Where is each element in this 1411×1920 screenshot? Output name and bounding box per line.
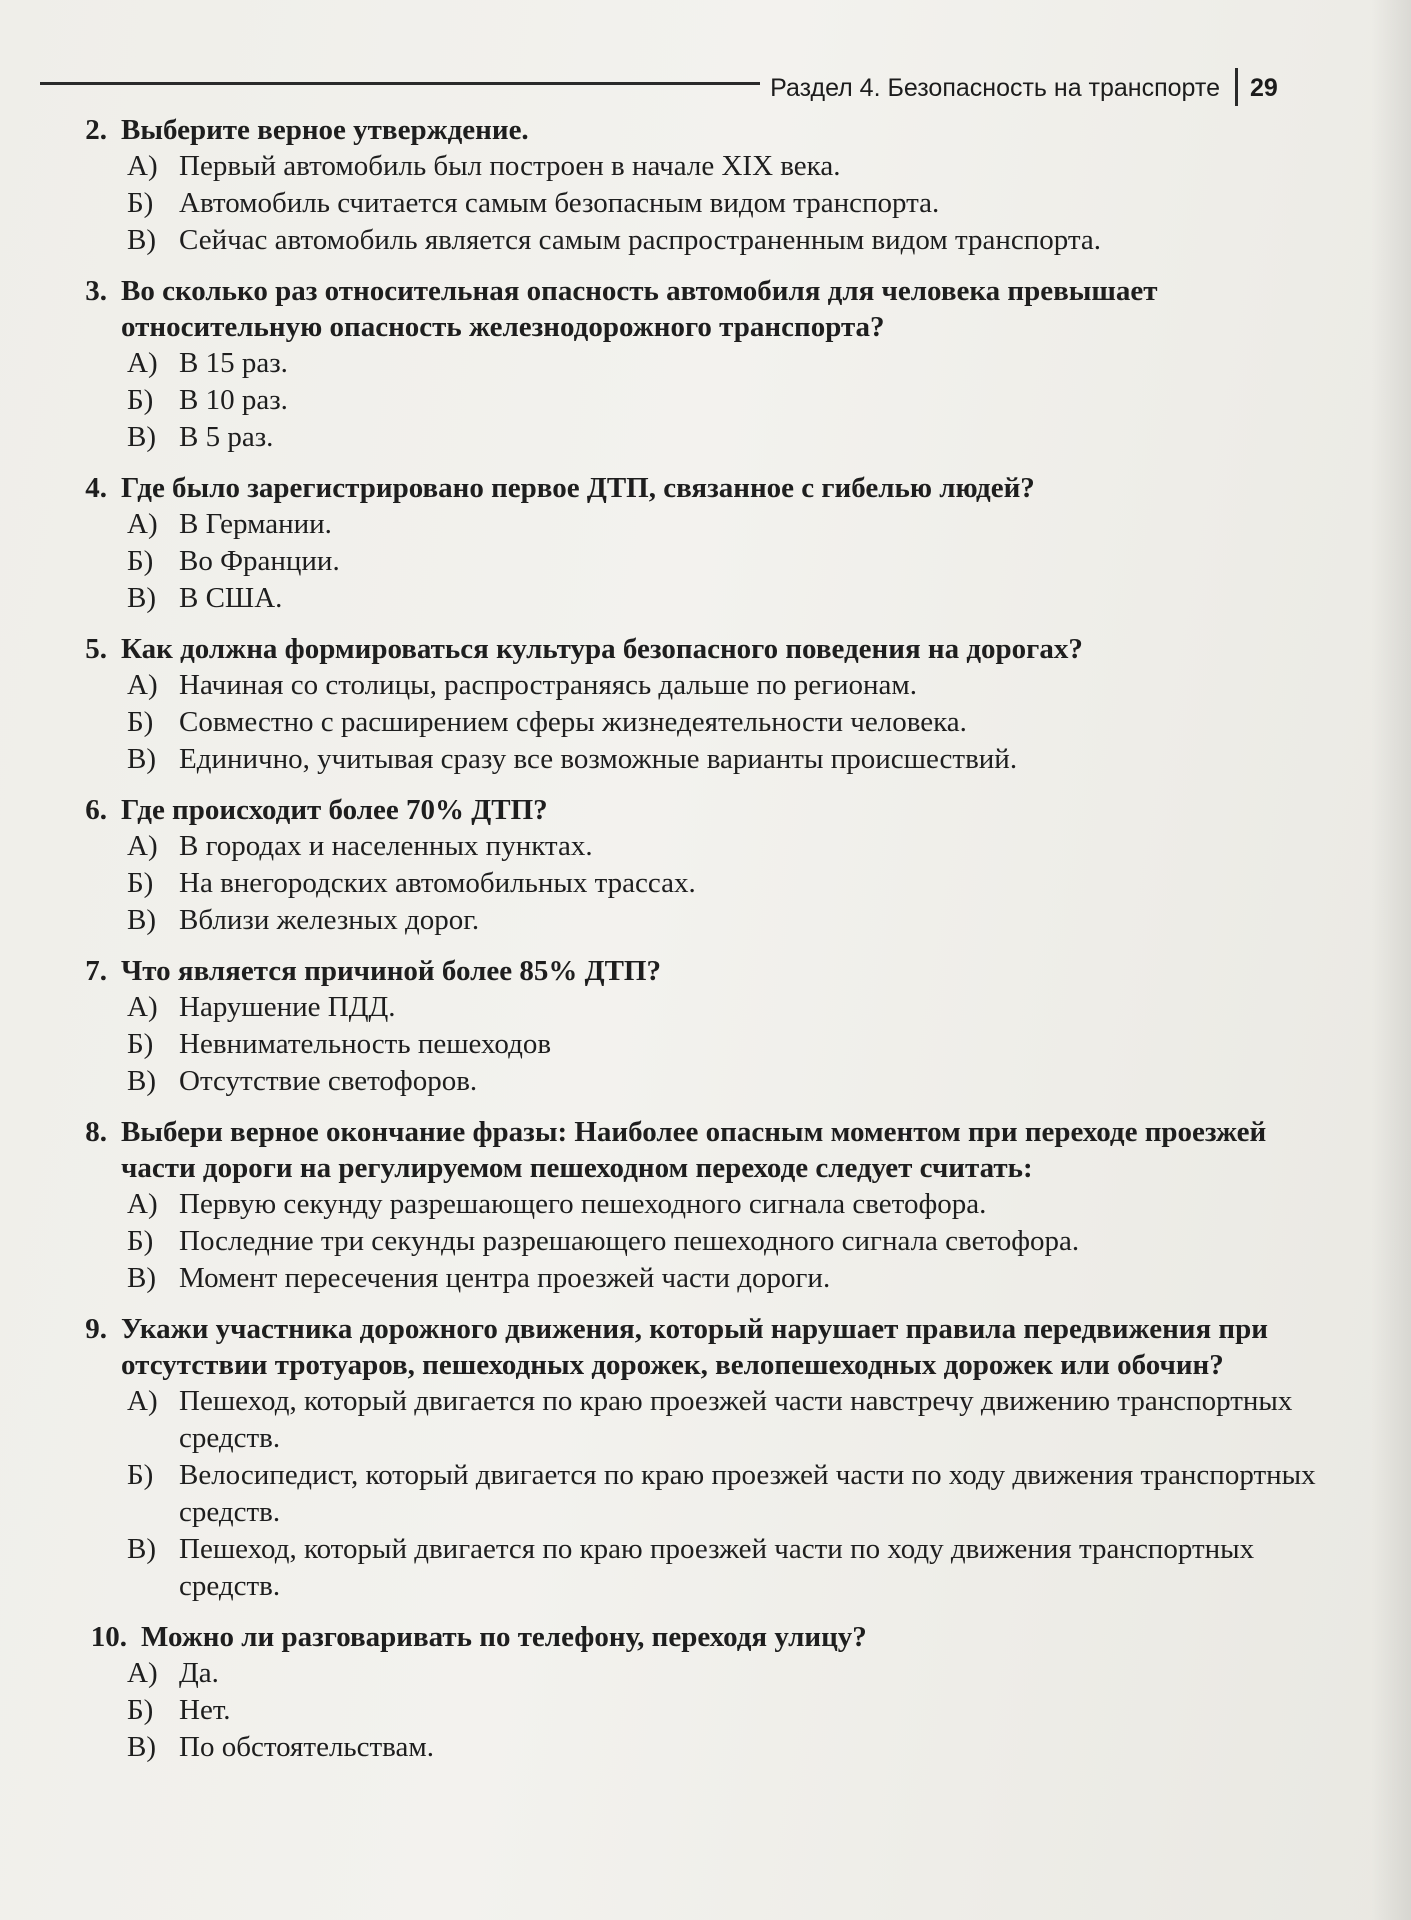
answer-option [127,506,1340,543]
answer-letter: Б) [127,1694,154,1726]
question-heading [75,112,1340,148]
question-10 [75,1619,1340,1766]
answer-text: В 10 раз. [179,384,288,416]
answer-list [127,148,1340,259]
answer-letter: В) [127,743,156,775]
answer-option [127,1729,1340,1766]
answer-letter: А) [127,150,158,182]
answer-text: Пешеход, который двигается по краю проезжей части по ходу движения транспортных средств. [179,1533,1255,1602]
question-number: 4. [85,472,107,504]
answer-list [127,828,1340,939]
answer-letter: В) [127,421,156,453]
question-heading [75,273,1340,345]
answer-letter: В) [127,582,156,614]
question-5 [75,631,1340,778]
answer-option [127,828,1340,865]
question-number: 8. [85,1116,107,1148]
answer-text: Велосипедист, который двигается по краю проезжей части по ходу движения транспортных средств. [179,1459,1316,1528]
question-text: Что является причиной более 85% ДТП? [121,955,661,987]
answer-option [127,1260,1340,1297]
page-edge-shadow [1371,0,1411,1920]
answer-letter: А) [127,347,158,379]
answer-letter: В) [127,1533,156,1565]
answer-text: Начиная со столицы, распространяясь дальше по регионам. [179,669,918,701]
answer-list [127,1186,1340,1297]
answer-option [127,741,1340,778]
question-text: Укажи участника дорожного движения, который нарушает правила передвижения при отсутствии тротуаров, пешеходных дорожек, велопешеходных дорожек или обочин? [121,1313,1268,1381]
answer-text: В городах и населенных пунктах. [179,830,593,862]
answer-text: Последние три секунды разрешающего пешеходного сигнала светофора. [179,1225,1080,1257]
answer-text: Сейчас автомобиль является самым распространенным видом транспорта. [179,224,1102,256]
answer-text: В 15 раз. [179,347,288,379]
answer-list [127,345,1340,456]
answer-letter: В) [127,1731,156,1763]
question-text: Можно ли разговаривать по телефону, переходя улицу? [141,1621,867,1653]
answer-text: Момент пересечения центра проезжей части дороги. [179,1262,831,1294]
answer-option [127,667,1340,704]
answer-letter: А) [127,1657,158,1689]
question-8 [75,1114,1340,1297]
question-heading [75,631,1340,667]
answer-letter: А) [127,1188,158,1220]
answer-text: По обстоятельствам. [179,1731,434,1763]
answer-option [127,1457,1340,1531]
answer-text: Нет. [179,1694,231,1726]
answer-option [127,222,1340,259]
answer-text: Невнимательность пешеходов [179,1028,552,1060]
answer-option [127,419,1340,456]
answer-letter: А) [127,830,158,862]
answer-option [127,1223,1340,1260]
answer-option [127,345,1340,382]
answer-letter: А) [127,1385,158,1417]
answer-letter: А) [127,991,158,1023]
answer-text: В 5 раз. [179,421,274,453]
answer-list [127,989,1340,1100]
answer-letter: В) [127,904,156,936]
question-heading [75,1311,1340,1383]
answer-text: Нарушение ПДД. [179,991,396,1023]
answer-text: Да. [179,1657,219,1689]
question-text: Где происходит более 70% ДТП? [121,794,548,826]
answer-list [127,506,1340,617]
answer-option [127,382,1340,419]
answer-option [127,865,1340,902]
question-7 [75,953,1340,1100]
answer-letter: Б) [127,187,154,219]
answer-option [127,902,1340,939]
answer-letter: В) [127,1262,156,1294]
answer-option [127,1063,1340,1100]
answer-text: На внегородских автомобильных трассах. [179,867,696,899]
section-title: Раздел 4. Безопасность на транспорте [770,74,1220,102]
answer-text: Автомобиль считается самым безопасным видом транспорта. [179,187,940,219]
question-heading [75,1114,1340,1186]
answer-text: Вблизи железных дорог. [179,904,480,936]
answer-letter: Б) [127,545,154,577]
answer-text: В Германии. [179,508,332,540]
question-3 [75,273,1340,456]
header-separator [1235,68,1238,106]
question-text: Выберите верное утверждение. [121,114,529,146]
answer-letter: Б) [127,1459,154,1491]
answer-option [127,185,1340,222]
answer-letter: В) [127,224,156,256]
answer-list [127,1655,1340,1766]
answer-letter: Б) [127,1028,154,1060]
answer-option [127,1531,1340,1605]
answer-text: Первый автомобиль был построен в начале XIX века. [179,150,841,182]
answer-option [127,1383,1340,1457]
header-rule [40,82,760,85]
question-heading [75,953,1340,989]
answer-text: Совместно с расширением сферы жизнедеятельности человека. [179,706,967,738]
answer-text: В США. [179,582,283,614]
answer-option [127,704,1340,741]
answer-text: Отсутствие светофоров. [179,1065,478,1097]
answer-list [127,1383,1340,1605]
page-number: 29 [1250,74,1278,102]
answer-letter: Б) [127,1225,154,1257]
answer-option [127,1692,1340,1729]
answer-text: Единично, учитывая сразу все возможные варианты происшествий. [179,743,1018,775]
answer-letter: Б) [127,706,154,738]
answer-option [127,580,1340,617]
answer-option [127,989,1340,1026]
question-4 [75,470,1340,617]
answer-text: Первую секунду разрешающего пешеходного сигнала светофора. [179,1188,987,1220]
question-list [75,112,1340,1780]
question-number: 3. [85,275,107,307]
answer-list [127,667,1340,778]
question-2 [75,112,1340,259]
answer-text: Во Франции. [179,545,340,577]
question-heading [75,470,1340,506]
answer-letter: А) [127,669,158,701]
question-heading [75,1619,1340,1655]
question-number: 6. [85,794,107,826]
question-text: Как должна формироваться культура безопасного поведения на дорогах? [121,633,1083,665]
question-number: 9. [85,1313,107,1345]
answer-letter: Б) [127,867,154,899]
question-number: 10. [90,1621,127,1653]
question-number: 2. [85,114,107,146]
answer-option [127,1655,1340,1692]
answer-option [127,148,1340,185]
answer-option [127,1186,1340,1223]
answer-option [127,1026,1340,1063]
answer-text: Пешеход, который двигается по краю проезжей части навстречу движению транспортных средств. [179,1385,1293,1454]
question-text: Во сколько раз относительная опасность автомобиля для человека превышает относительную опасность железнодорожного транспорта? [121,275,1158,343]
answer-letter: Б) [127,384,154,416]
answer-letter: А) [127,508,158,540]
question-text: Где было зарегистрировано первое ДТП, связанное с гибелью людей? [121,472,1035,504]
answer-option [127,543,1340,580]
question-heading [75,792,1340,828]
question-text: Выбери верное окончание фразы: Наиболее опасным моментом при переходе проезжей части дороги на регулируемом пешеходном переходе следует считать: [121,1116,1267,1184]
question-number: 7. [85,955,107,987]
question-number: 5. [85,633,107,665]
question-9 [75,1311,1340,1605]
question-6 [75,792,1340,939]
answer-letter: В) [127,1065,156,1097]
